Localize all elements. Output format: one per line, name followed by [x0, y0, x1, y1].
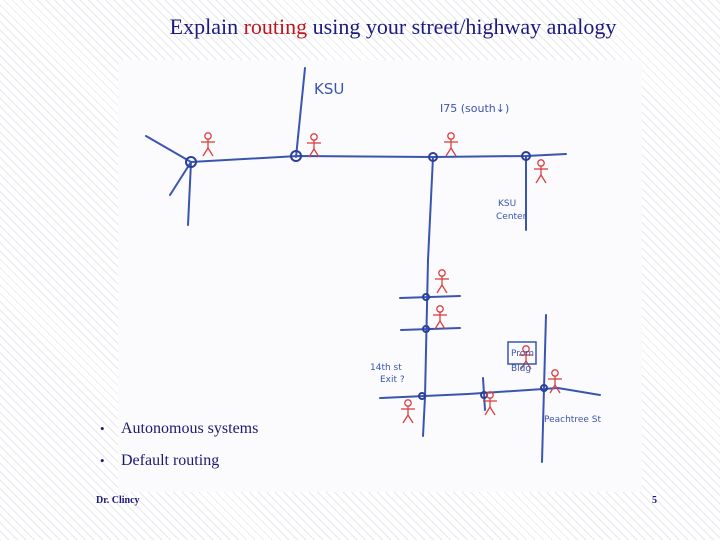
title-prefix: Explain [169, 14, 244, 39]
page-number: 5 [652, 495, 657, 506]
slide-title [0, 14, 720, 40]
label-prom-2: Bldg [511, 364, 532, 374]
title-suffix: using your street/highway analogy [307, 14, 617, 39]
label-i75: I75 (south↓) [440, 102, 510, 115]
label-exit-1: 14th st [370, 363, 402, 373]
bullet-item [100, 451, 258, 483]
side-road-1 [483, 378, 485, 410]
road-s [188, 162, 191, 225]
bullet-item [100, 419, 258, 451]
footer-author: Dr. Clincy [96, 495, 140, 506]
bullet-text: Default routing [121, 452, 220, 469]
label-ksu-center-1: KSU [498, 199, 517, 209]
bullet-text: Autonomous systems [121, 420, 259, 437]
label-prom-1: Prom [511, 349, 535, 359]
intersections [186, 151, 547, 399]
label-ksu: KSU [314, 80, 345, 98]
bullet-dot-icon: • [100, 421, 105, 436]
peachtree-road [380, 388, 600, 398]
label-ksu-center-2: Center [496, 212, 527, 222]
roads [146, 68, 600, 462]
ksu-road [296, 68, 305, 157]
label-peachtree: Peachtree St [544, 415, 602, 425]
crossroad-2 [401, 328, 460, 330]
title-highlight: routing [243, 14, 308, 39]
bullet-list [100, 419, 258, 483]
label-exit-2: Exit ? [380, 375, 405, 385]
bullet-dot-icon: • [100, 453, 105, 468]
